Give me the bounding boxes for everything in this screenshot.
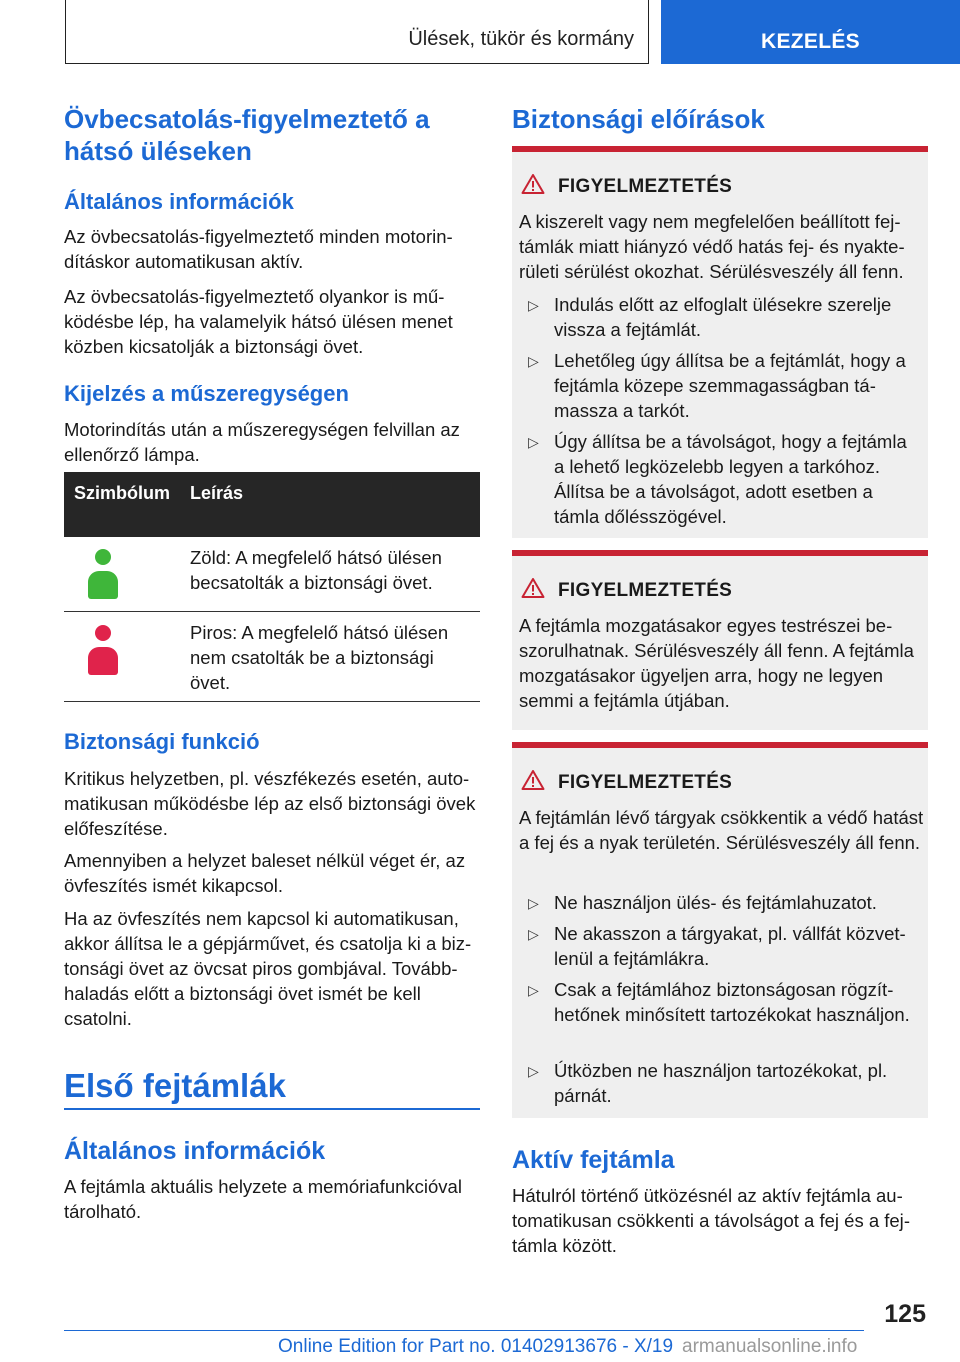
bullet-triangle-icon: ▷: [528, 1063, 539, 1079]
bullet-triangle-icon: ▷: [528, 926, 539, 942]
warning-bullet: Útközben ne használjon tartozékokat, pl. párnát.: [554, 1060, 888, 1106]
warning-bullet: Ne használjon ülés- és fejtámlahuzatot.: [554, 892, 877, 913]
table-row: [64, 537, 480, 612]
paragraph-safety-3: Ha az övfeszítés nem kapcsol ki automatikusan, akkor állítsa le a gépjárművet, és csatolja ki a biztonsági övet az övcsat piros gombjával. Továbbhaladás előtt a biztonsági övet ismét be kell csatolni.: [64, 908, 472, 1029]
warning-box: [512, 550, 928, 730]
footer-edition: Online Edition for Part no. 01402913676 - X/19: [278, 1336, 674, 1357]
paragraph-display: Motorindítás után a műszeregységen felvillan az ellenőrző lámpa.: [64, 419, 460, 465]
warning-triangle-icon: [521, 577, 545, 599]
table-row: [64, 612, 480, 702]
heading-safety-function: Biztonsági funkció: [64, 729, 260, 754]
warning-text: A fejtámla mozgatásakor egyes testrészei beszorulhatnak. Sérülésveszély áll fenn. A fejtámla mozgatásakor ügyeljen arra, hogy ne legyen semmi a fejtámla útjában.: [519, 615, 914, 711]
paragraph-general-2: Az övbecsatolás-figyelmeztető olyankor is működésbe lép, ha valamelyik hátsó ülésen menet közben kicsatolják a biztonsági övet.: [64, 286, 453, 357]
heading-underline: [64, 1108, 480, 1110]
person-red-icon: [88, 625, 118, 677]
bullet-triangle-icon: ▷: [528, 982, 539, 998]
warning-bullet: Csak a fejtámlához biztonságosan rögzíthetőnek minősített tartozékokat használjon.: [554, 979, 910, 1025]
heading-front-headrests: Első fejtámlák: [64, 1067, 286, 1104]
heading-belt-reminder: Övbecsatolás-figyelmeztető a hátsó üléseken: [64, 104, 430, 166]
warning-bullet: Úgy állítsa be a távolságot, hogy a fejtámla a lehető legközelebb legyen a tarkóhoz. Állítsa be a távolságot, adott esetben a támla dőlésszögével.: [554, 431, 907, 527]
header-section-box: [65, 0, 649, 64]
paragraph-general-2b: A fejtámla aktuális helyzete a memóriafunkcióval tárolható.: [64, 1176, 462, 1222]
warning-triangle-icon: [521, 769, 545, 791]
person-green-icon: [88, 549, 118, 601]
header-section-title: Ülések, tükör és kormány: [408, 28, 634, 50]
bullet-triangle-icon: ▷: [528, 895, 539, 911]
header-tab-kezeles[interactable]: [661, 0, 960, 64]
warning-bullet: Lehetőleg úgy állítsa be a fejtámlát, hogy a fejtámla közepe szemmagasságban támassza a tarkót.: [554, 350, 906, 421]
warning-title: FIGYELMEZTETÉS: [558, 176, 733, 197]
heading-general-info: Általános információk: [64, 189, 294, 214]
warning-text: A fejtámlán lévő tárgyak csökkentik a védő hatást a fej és a nyak területén. Sérülésveszély áll fenn.: [519, 807, 924, 853]
table-cell-desc: Piros: A megfelelő hátsó ülésen nem csatolták be a biztonsági övet.: [190, 622, 449, 693]
bullet-triangle-icon: ▷: [528, 297, 539, 313]
warning-bullet: Indulás előtt az elfoglalt ülésekre szerelje vissza a fejtámlát.: [554, 294, 892, 340]
footer-watermark[interactable]: armanualsonline.info: [682, 1336, 858, 1357]
heading-general-info-2: Általános információk: [64, 1137, 326, 1165]
paragraph-safety-2: Amennyiben a helyzet baleset nélkül véget ér, az övfeszítés ismét kikapcsol.: [64, 850, 466, 896]
heading-display: Kijelzés a műszeregységen: [64, 381, 349, 406]
paragraph-general-1: Az övbecsatolás-figyelmeztető minden motorindításkor automatikusan aktív.: [64, 226, 453, 272]
warning-title: FIGYELMEZTETÉS: [558, 772, 733, 793]
table-col-symbol: Szimbólum: [74, 483, 171, 503]
table-col-description: Leírás: [190, 483, 244, 503]
footer-rule: [64, 1330, 864, 1331]
page-number: 125: [884, 1300, 926, 1328]
bullet-triangle-icon: ▷: [528, 353, 539, 369]
warning-box: [512, 742, 928, 1118]
bullet-triangle-icon: ▷: [528, 434, 539, 450]
heading-safety-rules: Biztonsági előírások: [512, 104, 765, 134]
warning-box: [512, 146, 928, 538]
warning-triangle-icon: [521, 173, 545, 195]
heading-active-headrest: Aktív fejtámla: [512, 1146, 675, 1174]
header-tab-label: KEZELÉS: [761, 30, 860, 53]
paragraph-safety-1: Kritikus helyzetben, pl. vészfékezés esetén, automatikusan működésbe lép az első biztonsági övek előfeszítése.: [64, 768, 476, 839]
paragraph-active: Hátulról történő ütközésnél az aktív fejtámla automatikusan csökkenti a távolságot a fej és a fejtámla között.: [512, 1185, 910, 1256]
table-cell-desc: Zöld: A megfelelő hátsó ülésen becsatolták a biztonsági övet.: [190, 547, 442, 593]
warning-bullet: Ne akasszon a tárgyakat, pl. vállfát közvetlenül a fejtámlákra.: [554, 923, 906, 969]
warning-title: FIGYELMEZTETÉS: [558, 580, 733, 601]
table-header: [64, 472, 480, 537]
warning-text: A kiszerelt vagy nem megfelelően beállított fejtámlák miatt hiányzó védő hatás fej- és nyakterületi sérülést okozhat. Sérülésveszély áll fenn.: [519, 211, 905, 282]
